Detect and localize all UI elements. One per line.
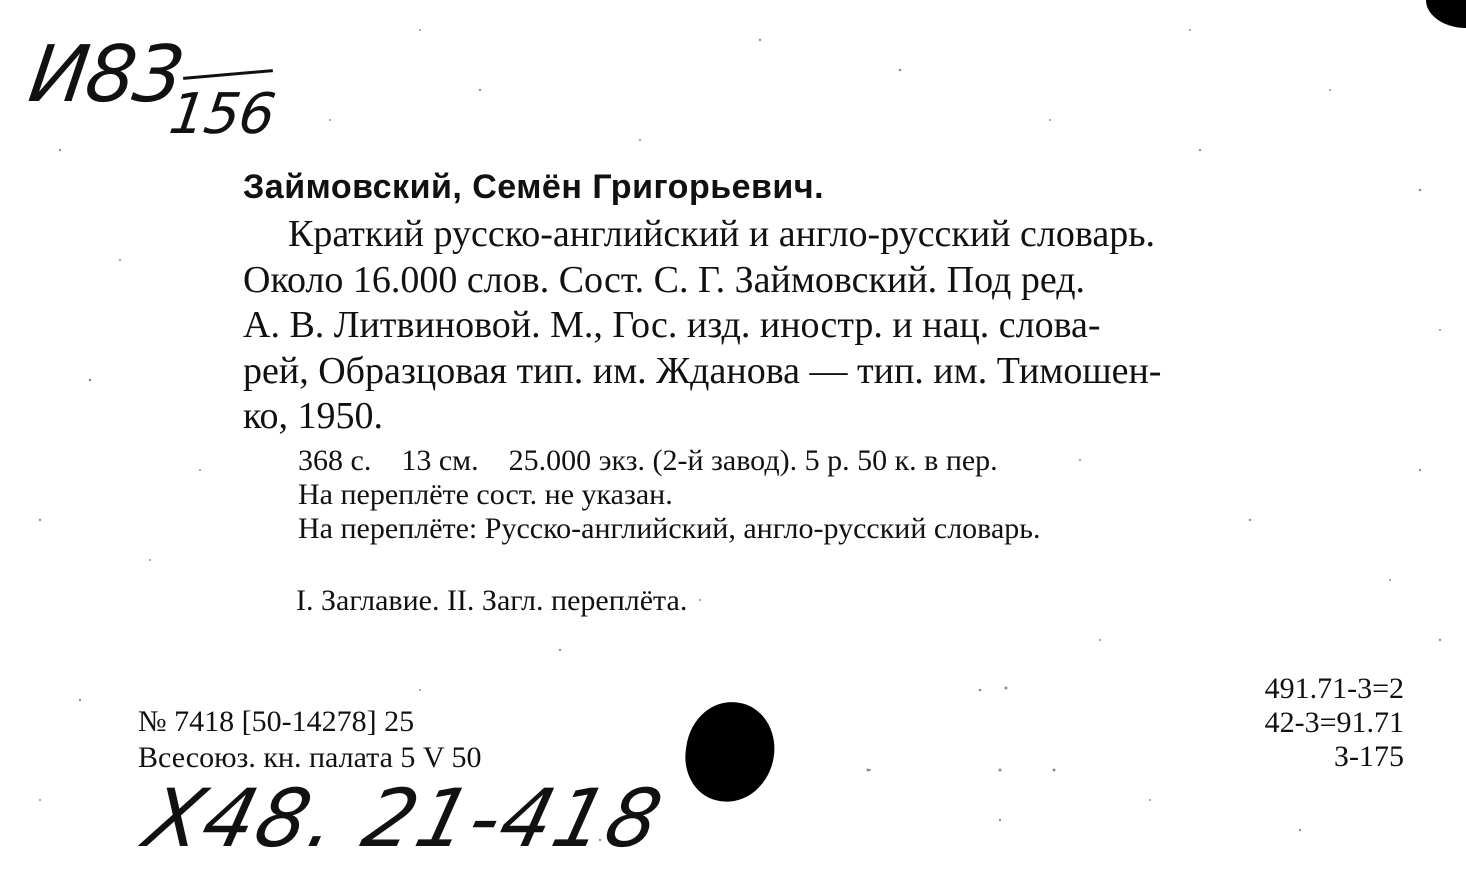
description-line: Около 16.000 слов. Сост. С. Г. Займовский. Под ред. (243, 258, 1086, 301)
description-line: ко, 1950. (243, 395, 384, 437)
physical-notes (298, 444, 1040, 546)
note-line: На переплёте сост. не указан. (298, 478, 673, 511)
registration-info (138, 704, 482, 776)
description-line: А. В. Литвиновой. М., Гос. изд. иностр. и нац. слова- (243, 304, 1101, 346)
registration-line: Всесоюз. кн. палата 5 V 50 (138, 741, 482, 774)
description-line: рей, Образцовая тип. им. Жданова — тип. им. Тимошен- (243, 349, 1162, 392)
note-line: На переплёте: Русско-английский, англо-русский словарь. (298, 512, 1041, 545)
bibliographic-description (243, 212, 1405, 440)
classification-line: З-175 (1333, 740, 1404, 773)
classification-line: 491.71-3=2 (1264, 672, 1404, 705)
handwritten-note: Х48. 21-418 (136, 772, 673, 865)
shelfmark-sub-handwritten: 156 (165, 82, 279, 147)
shelfmark-handwritten: И83 (23, 30, 188, 120)
classification-line: 42-3=91.71 (1264, 706, 1404, 739)
classification-codes (1265, 672, 1404, 774)
note-line: 368 с. 13 см. 25.000 экз. (2-й завод). 5 р. 50 к. в пер. (298, 444, 998, 477)
description-line: Краткий русско-английский и англо-русский словарь. (288, 213, 1156, 255)
author-heading: Займовский, Семён Григорьевич. (243, 168, 825, 206)
tracings: I. Заглавие. II. Загл. переплёта. (296, 584, 688, 617)
registration-line: № 7418 [50-14278] 25 (138, 705, 415, 738)
